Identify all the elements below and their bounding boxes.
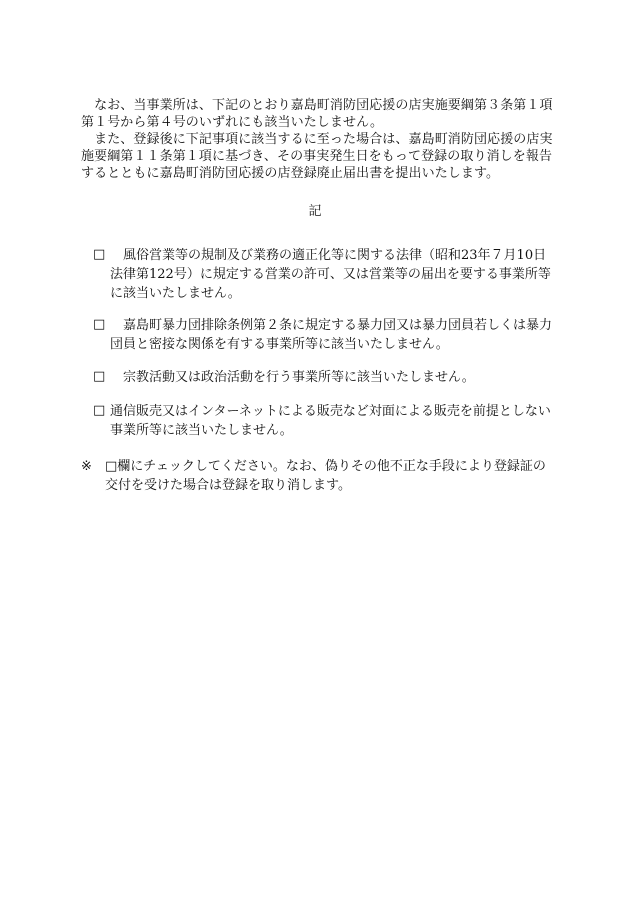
checklist-item [93, 246, 555, 303]
checklist-item [93, 368, 555, 387]
checklist-item-text: 嘉島町暴力団排除条例第２条に規定する暴力団又は暴力団員若しくは暴力団員と密接な関係を有する事業所等に該当いたしません。 [110, 318, 553, 352]
note-text: □欄にチェックしてください。なお、偽りその他不正な手段により登録証の交付を受けた場合は登録を取り消します。 [105, 459, 546, 493]
note-mark: ※ [81, 459, 92, 474]
checklist-item-text: 宗教活動又は政治活動を行う事業所等に該当いたしません。 [110, 370, 475, 385]
checklist-item-text: 通信販売又はインターネットによる販売など対面による販売を前提としない事業所等に該当いたしません。 [110, 404, 551, 438]
checklist-item [93, 316, 555, 354]
checkbox-icon[interactable]: □ [93, 369, 106, 384]
checkbox-icon[interactable]: □ [93, 247, 106, 262]
checkbox-icon[interactable]: □ [93, 403, 106, 418]
checklist-item [93, 402, 555, 440]
intro-paragraph-2: また、登録後に下記事項に該当するに至った場合は、嘉島町消防団応援の店実施要綱第１１条第１項に基づき、その事実発生日をもって登録の取り消しを報告するとともに嘉島町消防団応援の店登録廃止届出書を提出いたします。 [81, 132, 553, 181]
intro-paragraph-1: なお、当事業所は、下記のとおり嘉島町消防団応援の店実施要綱第３条第１項第１号から第４号のいずれにも該当いたしません。 [81, 98, 553, 130]
checklist-item-text: 風俗営業等の規制及び業務の適正化等に関する法律（昭和23年７月10日法律第122号）に規定する営業の許可、又は営業等の届出を要する事業所等に該当いたしません。 [110, 248, 551, 301]
note [81, 457, 555, 495]
ki-heading: 記 [308, 204, 322, 219]
checkbox-icon[interactable]: □ [93, 317, 106, 332]
